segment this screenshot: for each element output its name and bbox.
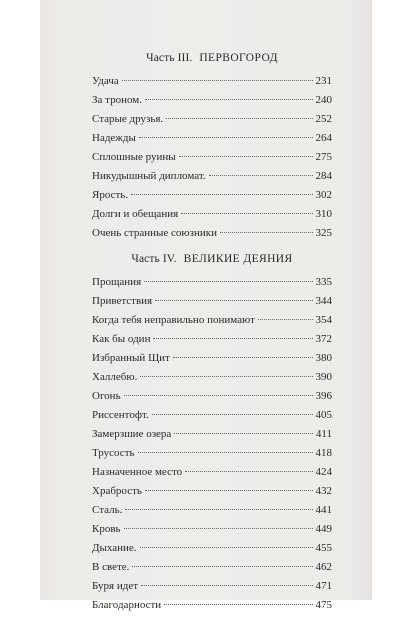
part-iv-heading <box>92 249 332 269</box>
dot-leader <box>122 80 313 81</box>
entry-page-number: 302 <box>315 189 332 201</box>
entry-title: Надежды <box>92 132 136 144</box>
entry-title: Халлебю. <box>92 371 138 383</box>
toc-entry <box>92 72 332 91</box>
entry-page-number: 390 <box>315 371 332 383</box>
entry-page-number: 475 <box>315 599 332 611</box>
dot-leader <box>181 213 312 214</box>
entry-title: Приветствия <box>92 295 153 307</box>
toc-entry <box>92 406 332 425</box>
entry-title: Храбрость <box>92 485 142 497</box>
toc-entry <box>92 463 332 482</box>
entry-page-number: 310 <box>315 208 332 220</box>
entry-title: Кровь <box>92 523 121 535</box>
entry-title: Старые друзья. <box>92 113 164 125</box>
entry-page-number: 231 <box>315 75 332 87</box>
entry-page-number: 372 <box>315 333 332 345</box>
part-iii-title: ПЕРВОГОРОД <box>199 52 278 64</box>
entry-page-number: 380 <box>315 352 332 364</box>
entry-title: Замерзшие озера <box>92 428 172 440</box>
entry-title: Трусость <box>92 447 135 459</box>
entry-page-number: 252 <box>315 113 332 125</box>
toc-entry <box>92 273 332 292</box>
entry-title: Буря идет <box>92 580 139 592</box>
toc-entry <box>92 482 332 501</box>
entry-title: Никудышный дипломат. <box>92 170 206 182</box>
dot-leader <box>131 194 312 195</box>
dot-leader <box>209 175 313 176</box>
dot-leader <box>139 137 313 138</box>
part-iv-number: Часть IV. <box>131 253 177 265</box>
entry-title: Долги и обещания <box>92 208 179 220</box>
entry-page-number: 335 <box>315 276 332 288</box>
entry-title: Сплошные руины <box>92 151 176 163</box>
entry-page-number: 264 <box>315 132 332 144</box>
entry-title: Избранный Щит <box>92 352 170 364</box>
part-iii-heading <box>92 48 332 68</box>
toc-entry <box>92 205 332 224</box>
dot-leader <box>138 452 313 453</box>
toc-entry <box>92 368 332 387</box>
toc-entry <box>92 311 332 330</box>
entry-title: Благодарности <box>92 599 162 611</box>
entry-page-number: 449 <box>315 523 332 535</box>
entry-title: Назначенное место <box>92 466 183 478</box>
entry-page-number: 354 <box>315 314 332 326</box>
entry-title: Сталь. <box>92 504 123 516</box>
entry-title: Прощания <box>92 276 142 288</box>
entry-title: Когда тебя неправильно понимают <box>92 314 255 326</box>
part-iv-title: ВЕЛИКИЕ ДЕЯНИЯ <box>183 253 293 265</box>
dot-leader <box>174 433 313 434</box>
entry-page-number: 325 <box>315 227 332 239</box>
dot-leader <box>124 395 313 396</box>
toc-entry <box>92 349 332 368</box>
dot-leader <box>220 232 313 233</box>
entry-title: За троном. <box>92 94 142 106</box>
toc-entry <box>92 501 332 520</box>
entry-page-number: 441 <box>315 504 332 516</box>
entry-page-number: 424 <box>315 466 332 478</box>
toc-entry <box>92 292 332 311</box>
toc-entry <box>92 387 332 406</box>
entry-page-number: 405 <box>315 409 332 421</box>
toc-entry <box>92 444 332 463</box>
entry-page-number: 396 <box>315 390 332 402</box>
dot-leader <box>185 471 312 472</box>
dot-leader <box>141 585 312 586</box>
entry-page-number: 240 <box>315 94 332 106</box>
entry-page-number: 284 <box>315 170 332 182</box>
entry-page-number: 471 <box>315 580 332 592</box>
entry-title: В свете. <box>92 561 130 573</box>
toc-entry <box>92 129 332 148</box>
dot-leader <box>258 319 313 320</box>
toc-entry <box>92 577 332 596</box>
entry-page-number: 432 <box>315 485 332 497</box>
dot-leader <box>164 604 312 605</box>
entry-title: Очень странные союзники <box>92 227 217 239</box>
entry-title: Ярость. <box>92 189 129 201</box>
dot-leader <box>173 357 313 358</box>
entry-page-number: 344 <box>315 295 332 307</box>
toc-entry <box>92 224 332 243</box>
faint-folio <box>40 564 372 576</box>
entry-title: Удача <box>92 75 119 87</box>
entry-page-number: 275 <box>315 151 332 163</box>
toc-entry <box>92 148 332 167</box>
entry-title: Дыхание. <box>92 542 137 554</box>
entry-page-number: 418 <box>315 447 332 459</box>
dot-leader <box>145 99 313 100</box>
bleed-through-text <box>92 520 332 556</box>
entry-title: Как бы один <box>92 333 151 345</box>
entry-page-number: 411 <box>315 428 332 440</box>
dot-leader <box>140 376 312 377</box>
page-top-bleed-through <box>40 0 372 40</box>
part-iii-entries <box>92 72 332 243</box>
toc-entry <box>92 425 332 444</box>
toc-entry <box>92 186 332 205</box>
entry-title: Риссентофт. <box>92 409 149 421</box>
dot-leader <box>153 338 312 339</box>
dot-leader <box>125 509 312 510</box>
dot-leader <box>155 300 312 301</box>
book-page <box>40 0 372 611</box>
toc-entry <box>92 596 332 615</box>
toc-entry <box>92 91 332 110</box>
toc-entry <box>92 167 332 186</box>
dot-leader <box>145 490 313 491</box>
dot-leader <box>152 414 313 415</box>
toc-entry <box>92 330 332 349</box>
entry-title: Огонь <box>92 390 121 402</box>
entry-page-number: 462 <box>315 561 332 573</box>
part-iii-number: Часть III. <box>146 52 193 64</box>
dot-leader <box>179 156 313 157</box>
dot-leader <box>144 281 312 282</box>
entry-page-number: 455 <box>315 542 332 554</box>
toc-entry <box>92 110 332 129</box>
dot-leader <box>166 118 312 119</box>
